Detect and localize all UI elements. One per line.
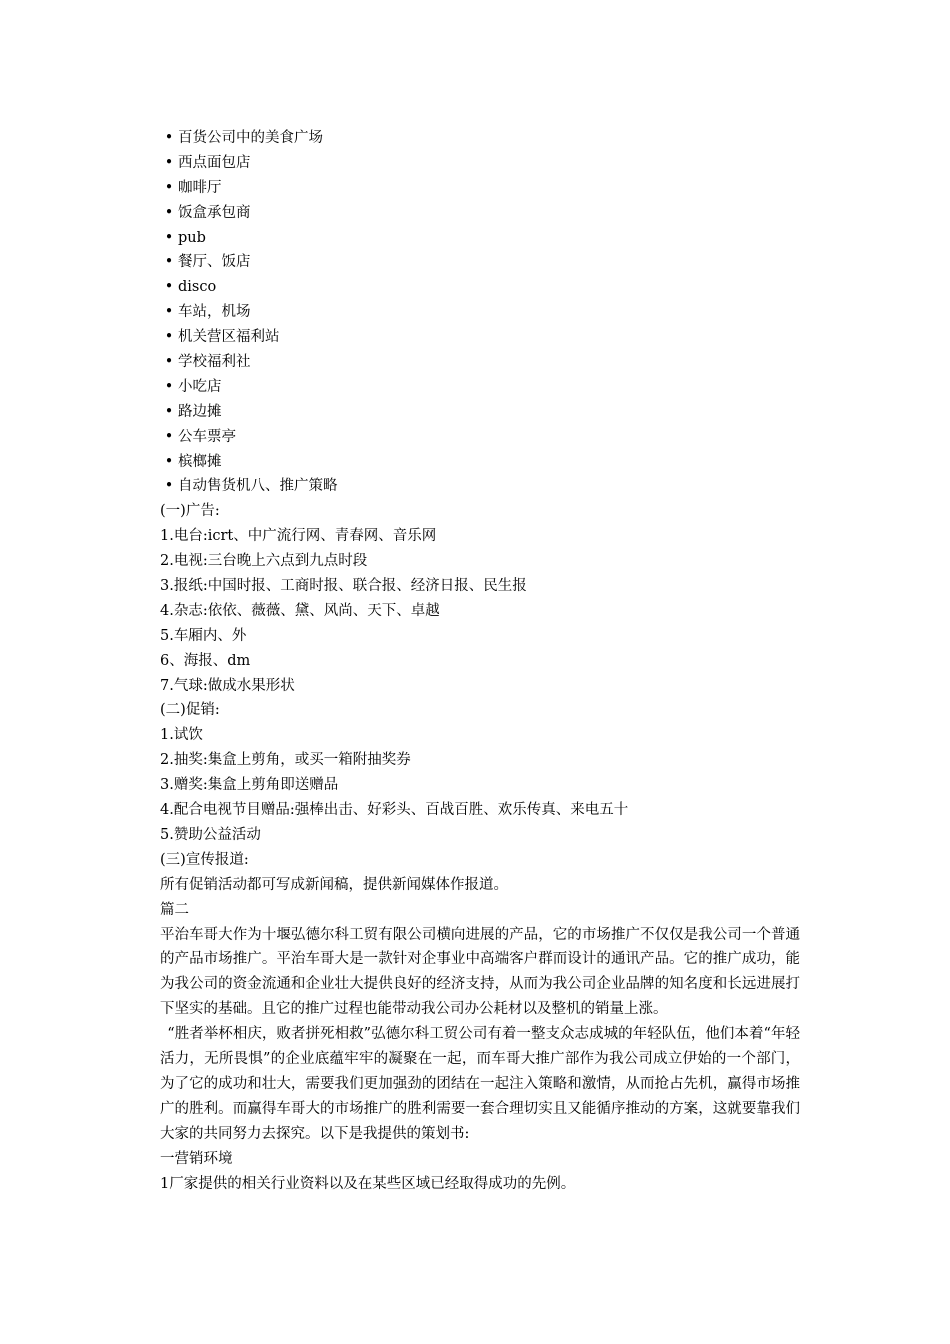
section-heading: (一)广告: (160, 503, 220, 520)
list-item: • 咖啡厅 (160, 176, 800, 201)
text-line: 2.电视:三台晚上六点到九点时段 (160, 553, 368, 570)
list-item: • 学校福利社 (160, 350, 800, 375)
bullet-icon: • (164, 304, 174, 321)
bullet-icon: • (164, 179, 174, 196)
list-item: • 饭盒承包商 (160, 201, 800, 226)
section-title: 篇二 (160, 901, 189, 918)
body-paragraph: 平治车哥大作为十堰弘德尔科工贸有限公司横向进展的产品，它的市场推广不仅仅是我公司一个普通的产品市场推广。平治车哥大是一款针对企事业中高端客户群而设计的通讯产品。它的推广成功，能为我公司的资金流通和企业壮大提供良好的经济支持，从而为我公司企业品牌的知名度和长远进展打下坚实的基础。且它的推广过程也能带动我公司办公耗材以及整机的销量上涨。 (160, 926, 800, 1018)
bullet-icon: • (164, 378, 174, 395)
text-line: 6、海报、dm (160, 652, 251, 669)
text-line: 1.试饮 (160, 727, 203, 744)
section-heading: 一营销环境 (160, 1150, 233, 1167)
text-line: 5.赞助公益活动 (160, 826, 261, 843)
bullet-icon: • (164, 403, 174, 420)
bullet-icon: • (164, 229, 174, 246)
section-heading: (三)宣传报道: (160, 851, 249, 868)
text-line: 2.抽奖:集盒上剪角，或买一箱附抽奖券 (160, 752, 411, 769)
text-line: 3.赠奖:集盒上剪角即送赠品 (160, 777, 339, 794)
text-line: 3.报纸:中国时报、工商时报、联合报、经济日报、民生报 (160, 578, 527, 595)
list-item: • 公车票亭 (160, 425, 800, 450)
list-item: • 车站，机场 (160, 300, 800, 325)
document-content (160, 126, 800, 1196)
bullet-icon: • (164, 254, 174, 271)
list-item: • 槟榔摊 (160, 450, 800, 475)
text-line: 1厂家提供的相关行业资料以及在某些区域已经取得成功的先例。 (160, 1175, 576, 1192)
text-line: 4.配合电视节目赠品:强棒出击、好彩头、百战百胜、欢乐传真、来电五十 (160, 802, 629, 819)
text-line: 所有促销活动都可写成新闻稿，提供新闻媒体作报道。 (160, 876, 508, 893)
text-line: 4.杂志:依依、薇薇、黛、风尚、天下、卓越 (160, 602, 440, 619)
text-line: 7.气球:做成水果形状 (160, 677, 295, 694)
section-heading: (二)促销: (160, 702, 220, 719)
list-item: • pub (160, 226, 800, 251)
bullet-icon: • (164, 204, 174, 221)
bullet-icon: • (164, 428, 174, 445)
text-line: 1.电台:icrt、中广流行网、青春网、音乐网 (160, 528, 437, 545)
bullet-icon: • (164, 130, 174, 146)
bullet-icon: • (164, 279, 174, 296)
list-item: • 小吃店 (160, 375, 800, 400)
list-item: • 餐厅、饭店 (160, 250, 800, 275)
bullet-icon: • (164, 154, 174, 171)
body-paragraph: “胜者举杯相庆，败者拼死相救”弘德尔科工贸公司有着一整支众志成城的年轻队伍，他们本着“年轻活力，无所畏惧”的企业底蕴牢牢的凝聚在一起，而车哥大推广部作为我公司成立伊始的一个部门，为了它的成功和壮大，需要我们更加强劲的团结在一起注入策略和激情，从而抢占先机，赢得市场推广的胜利。而赢得车哥大的市场推广的胜利需要一套合理切实且又能循序推动的方案，这就要靠我们大家的共同努力去探究。以下是我提供的策划书: (160, 1026, 800, 1142)
bullet-icon: • (164, 329, 174, 346)
list-item: • 百货公司中的美食广场 (160, 126, 800, 151)
list-item: • 自动售货机八、推广策略 (160, 474, 800, 499)
list-item: • 西点面包店 (160, 151, 800, 176)
list-item: • 机关营区福利站 (160, 325, 800, 350)
bullet-icon: • (164, 478, 174, 495)
bullet-icon: • (164, 453, 174, 470)
text-line: 5.车厢内、外 (160, 627, 247, 644)
list-item: • disco (160, 275, 800, 300)
bullet-icon: • (164, 354, 174, 371)
list-item: • 路边摊 (160, 400, 800, 425)
